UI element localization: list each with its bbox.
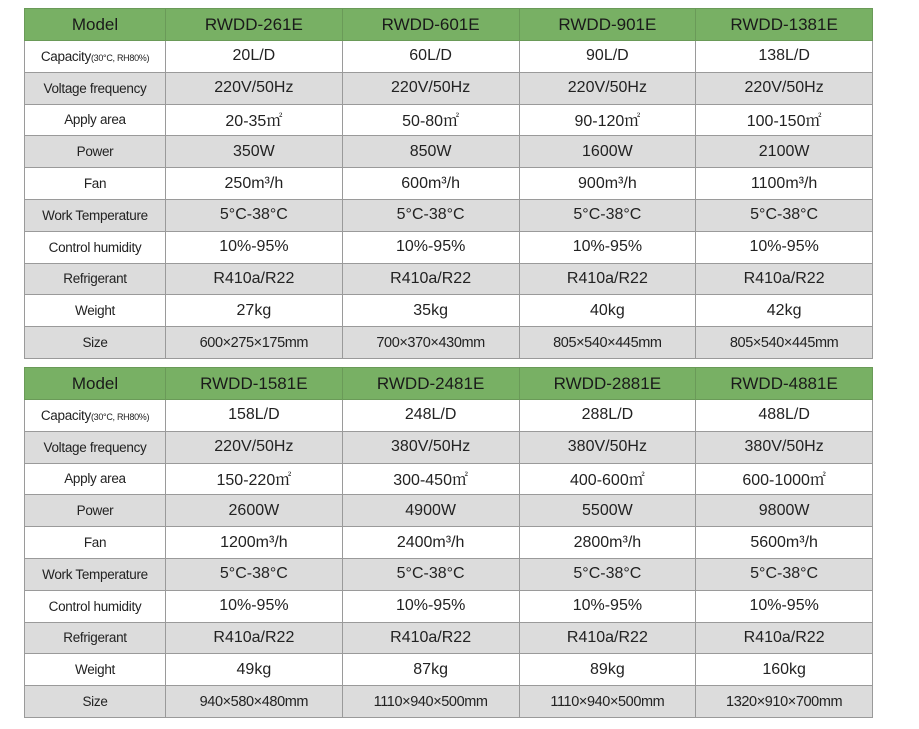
cell-value: 20-35㎡ bbox=[166, 104, 343, 136]
cell-value: 20L/D bbox=[166, 41, 343, 73]
cell-value: 10%-95% bbox=[342, 590, 519, 622]
cell-value: 49kg bbox=[166, 654, 343, 686]
cell-value: 380V/50Hz bbox=[342, 431, 519, 463]
cell-value: 50-80㎡ bbox=[342, 104, 519, 136]
cell-value: 10%-95% bbox=[166, 231, 343, 263]
capacity-row bbox=[25, 41, 873, 73]
cell-value: R410a/R22 bbox=[342, 622, 519, 654]
cell-value: 10%-95% bbox=[519, 231, 696, 263]
weight-row bbox=[25, 654, 873, 686]
cell-value: 1600W bbox=[519, 136, 696, 168]
cell-value: 600m³/h bbox=[342, 168, 519, 200]
row-label: Size bbox=[25, 686, 166, 718]
apply-area-row bbox=[25, 463, 873, 495]
cell-value: 940×580×480mm bbox=[166, 686, 343, 718]
cell-value: 160kg bbox=[696, 654, 873, 686]
row-label: Power bbox=[25, 495, 166, 527]
row-label: Voltage frequency bbox=[25, 72, 166, 104]
cell-value: 2600W bbox=[166, 495, 343, 527]
cell-value: R410a/R22 bbox=[696, 263, 873, 295]
cell-value: 600-1000㎡ bbox=[696, 463, 873, 495]
cell-value: 220V/50Hz bbox=[519, 72, 696, 104]
cell-value: 10%-95% bbox=[696, 590, 873, 622]
model-name-header: RWDD-601E bbox=[342, 9, 519, 41]
cell-value: 5°C-38°C bbox=[519, 558, 696, 590]
row-label: Voltage frequency bbox=[25, 431, 166, 463]
cell-value: 5°C-38°C bbox=[342, 199, 519, 231]
size-row bbox=[25, 686, 873, 718]
row-label: Fan bbox=[25, 168, 166, 200]
voltage-row bbox=[25, 431, 873, 463]
cell-value: 5°C-38°C bbox=[696, 558, 873, 590]
capacity-note: (30°C, RH80%) bbox=[90, 52, 150, 63]
refrigerant-row bbox=[25, 263, 873, 295]
cell-value: 350W bbox=[166, 136, 343, 168]
cell-value: 90L/D bbox=[519, 41, 696, 73]
cell-value: 380V/50Hz bbox=[696, 431, 873, 463]
header-row bbox=[25, 9, 873, 41]
model-name-header: RWDD-4881E bbox=[696, 368, 873, 400]
cell-value: 700×370×430mm bbox=[342, 327, 519, 359]
row-label: Weight bbox=[25, 295, 166, 327]
row-label bbox=[25, 41, 166, 73]
model-name-header: RWDD-2881E bbox=[519, 368, 696, 400]
cell-value: 400-600㎡ bbox=[519, 463, 696, 495]
control-humidity-row bbox=[25, 590, 873, 622]
cell-value: 4900W bbox=[342, 495, 519, 527]
cell-value: 2400m³/h bbox=[342, 527, 519, 559]
row-label bbox=[25, 400, 166, 432]
header-row bbox=[25, 368, 873, 400]
weight-row bbox=[25, 295, 873, 327]
cell-value: R410a/R22 bbox=[342, 263, 519, 295]
cell-value: R410a/R22 bbox=[166, 263, 343, 295]
cell-value: 300-450㎡ bbox=[342, 463, 519, 495]
model-label-header: Model bbox=[25, 9, 166, 41]
cell-value: 250m³/h bbox=[166, 168, 343, 200]
model-name-header: RWDD-261E bbox=[166, 9, 343, 41]
row-label: Apply area bbox=[25, 104, 166, 136]
fan-row bbox=[25, 168, 873, 200]
cell-value: 87kg bbox=[342, 654, 519, 686]
cell-value: 1100m³/h bbox=[696, 168, 873, 200]
row-label: Work Temperature bbox=[25, 199, 166, 231]
cell-value: 488L/D bbox=[696, 400, 873, 432]
cell-value: 2800m³/h bbox=[519, 527, 696, 559]
cell-value: 220V/50Hz bbox=[166, 431, 343, 463]
model-name-header: RWDD-1581E bbox=[166, 368, 343, 400]
row-label: Control humidity bbox=[25, 231, 166, 263]
cell-value: 288L/D bbox=[519, 400, 696, 432]
cell-value: 5500W bbox=[519, 495, 696, 527]
cell-value: 1110×940×500mm bbox=[342, 686, 519, 718]
row-label: Work Temperature bbox=[25, 558, 166, 590]
size-row bbox=[25, 327, 873, 359]
cell-value: 2100W bbox=[696, 136, 873, 168]
cell-value: 27kg bbox=[166, 295, 343, 327]
cell-value: 380V/50Hz bbox=[519, 431, 696, 463]
row-label: Refrigerant bbox=[25, 263, 166, 295]
cell-value: 35kg bbox=[342, 295, 519, 327]
apply-area-row bbox=[25, 104, 873, 136]
control-humidity-row bbox=[25, 231, 873, 263]
cell-value: 5°C-38°C bbox=[696, 199, 873, 231]
cell-value: 5°C-38°C bbox=[519, 199, 696, 231]
cell-value: 220V/50Hz bbox=[696, 72, 873, 104]
cell-value: 138L/D bbox=[696, 41, 873, 73]
model-name-header: RWDD-1381E bbox=[696, 9, 873, 41]
cell-value: 89kg bbox=[519, 654, 696, 686]
cell-value: R410a/R22 bbox=[696, 622, 873, 654]
cell-value: 40kg bbox=[519, 295, 696, 327]
capacity-note: (30°C, RH80%) bbox=[90, 411, 150, 422]
power-row bbox=[25, 136, 873, 168]
cell-value: 1110×940×500mm bbox=[519, 686, 696, 718]
cell-value: 90-120㎡ bbox=[519, 104, 696, 136]
row-label: Control humidity bbox=[25, 590, 166, 622]
spec-table-2 bbox=[24, 367, 873, 718]
row-label: Weight bbox=[25, 654, 166, 686]
row-label: Power bbox=[25, 136, 166, 168]
cell-value: 850W bbox=[342, 136, 519, 168]
cell-value: 5°C-38°C bbox=[166, 558, 343, 590]
row-label: Size bbox=[25, 327, 166, 359]
cell-value: 5600m³/h bbox=[696, 527, 873, 559]
cell-value: 220V/50Hz bbox=[166, 72, 343, 104]
capacity-row bbox=[25, 400, 873, 432]
row-label: Fan bbox=[25, 527, 166, 559]
cell-value: R410a/R22 bbox=[519, 622, 696, 654]
cell-value: 805×540×445mm bbox=[519, 327, 696, 359]
model-name-header: RWDD-2481E bbox=[342, 368, 519, 400]
cell-value: 42kg bbox=[696, 295, 873, 327]
model-name-header: RWDD-901E bbox=[519, 9, 696, 41]
cell-value: 220V/50Hz bbox=[342, 72, 519, 104]
cell-value: 100-150㎡ bbox=[696, 104, 873, 136]
cell-value: 9800W bbox=[696, 495, 873, 527]
cell-value: 600×275×175mm bbox=[166, 327, 343, 359]
cell-value: 248L/D bbox=[342, 400, 519, 432]
cell-value: 10%-95% bbox=[342, 231, 519, 263]
spec-table-1 bbox=[24, 8, 873, 359]
cell-value: 150-220㎡ bbox=[166, 463, 343, 495]
capacity-label: Capacity bbox=[40, 407, 91, 423]
model-label-header: Model bbox=[25, 368, 166, 400]
refrigerant-row bbox=[25, 622, 873, 654]
cell-value: R410a/R22 bbox=[166, 622, 343, 654]
cell-value: R410a/R22 bbox=[519, 263, 696, 295]
cell-value: 158L/D bbox=[166, 400, 343, 432]
cell-value: 900m³/h bbox=[519, 168, 696, 200]
fan-row bbox=[25, 527, 873, 559]
cell-value: 1320×910×700mm bbox=[696, 686, 873, 718]
cell-value: 5°C-38°C bbox=[166, 199, 343, 231]
row-label: Apply area bbox=[25, 463, 166, 495]
row-label: Refrigerant bbox=[25, 622, 166, 654]
cell-value: 60L/D bbox=[342, 41, 519, 73]
cell-value: 10%-95% bbox=[519, 590, 696, 622]
cell-value: 805×540×445mm bbox=[696, 327, 873, 359]
voltage-row bbox=[25, 72, 873, 104]
capacity-label: Capacity bbox=[40, 48, 91, 64]
work-temperature-row bbox=[25, 199, 873, 231]
cell-value: 10%-95% bbox=[696, 231, 873, 263]
power-row bbox=[25, 495, 873, 527]
cell-value: 10%-95% bbox=[166, 590, 343, 622]
work-temperature-row bbox=[25, 558, 873, 590]
cell-value: 1200m³/h bbox=[166, 527, 343, 559]
cell-value: 5°C-38°C bbox=[342, 558, 519, 590]
